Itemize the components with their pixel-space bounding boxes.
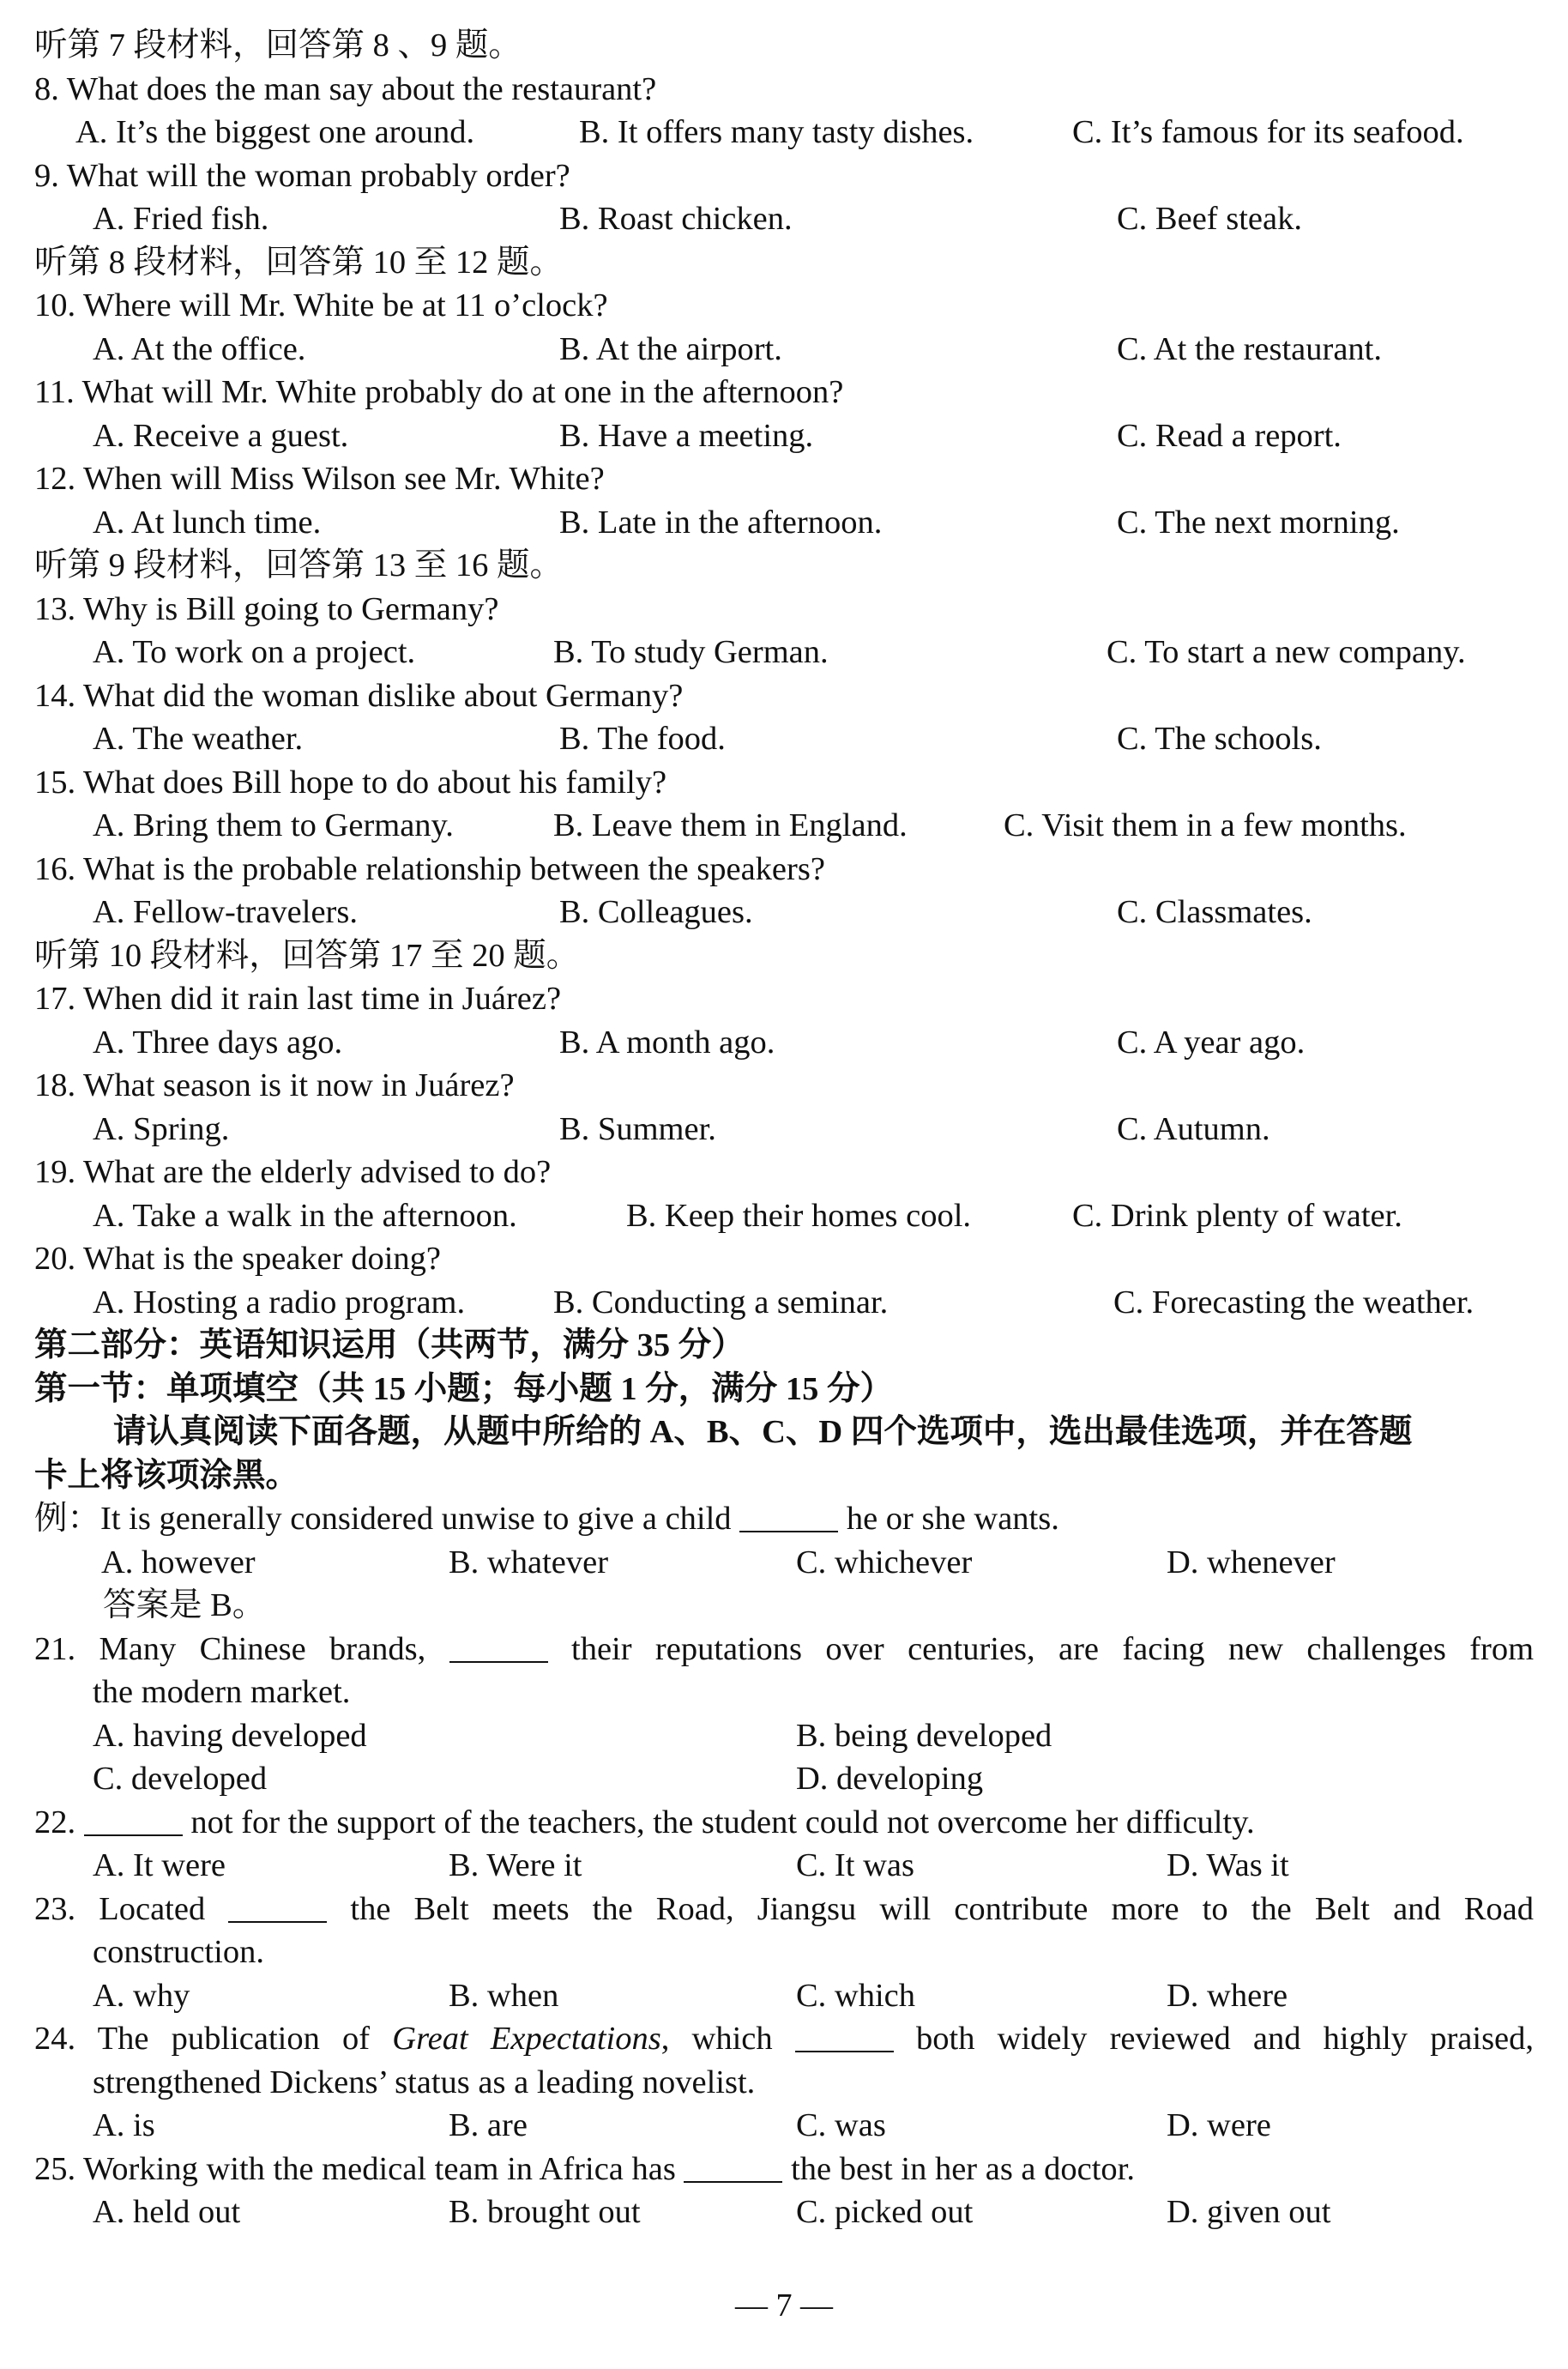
q18-option-c: C. Autumn. xyxy=(1117,1110,1270,1147)
q17-option-a: A. Three days ago. xyxy=(93,1024,343,1061)
question-18: 18. What season is it now in Juárez? xyxy=(34,1067,515,1103)
page-number: — 7 — xyxy=(735,2287,833,2324)
question-19: 19. What are the elderly advised to do? xyxy=(34,1154,552,1190)
question-23-options xyxy=(34,1974,1534,2018)
q20-option-b: B. Conducting a seminar. xyxy=(553,1284,889,1320)
instructions-line-1: 请认真阅读下面各题，从题中所给的 A、B、C、D 四个选项中，选出最佳选项，并在答题 xyxy=(113,1414,1413,1450)
q12-option-c: C. The next morning. xyxy=(1117,504,1400,541)
section-header-10: 听第 10 段材料，回答第 17 至 20 题。 xyxy=(34,937,580,974)
example-text-start: 例：It is generally considered unwise to give a child xyxy=(34,1501,732,1537)
q21-option-b: B. being developed xyxy=(796,1717,1052,1754)
example-option-d: D. whenever xyxy=(1167,1544,1336,1580)
question-9-options xyxy=(34,197,1534,241)
instructions-line-2: 卡上将该项涂黑。 xyxy=(34,1457,299,1494)
q8-option-c: C. It’s famous for its seafood. xyxy=(1072,114,1464,150)
q22-option-b: B. Were it xyxy=(449,1847,582,1883)
q16-option-a: A. Fellow-travelers. xyxy=(93,894,358,930)
q19-option-b: B. Keep their homes cool. xyxy=(626,1197,972,1234)
question-14-options xyxy=(34,717,1534,761)
q22-option-d: D. Was it xyxy=(1167,1847,1289,1883)
question-16: 16. What is the probable relationship between the speakers? xyxy=(34,850,825,887)
q23-option-a: A. why xyxy=(93,1977,190,2014)
question-22 xyxy=(34,1801,1534,1845)
example-options xyxy=(34,1541,1534,1585)
q11-option-a: A. Receive a guest. xyxy=(93,417,349,454)
question-25-options xyxy=(34,2191,1534,2234)
q13-option-b: B. To study German. xyxy=(553,634,829,670)
question-15-options xyxy=(34,804,1534,848)
q24-book-title: Great Expectations xyxy=(392,2021,661,2057)
q20-option-a: A. Hosting a radio program. xyxy=(93,1284,466,1320)
question-22-options xyxy=(34,1844,1534,1888)
question-8-options xyxy=(34,111,1534,154)
q24-blank xyxy=(795,2022,894,2052)
q8-option-a: A. It’s the biggest one around. xyxy=(75,114,475,150)
q25-blank xyxy=(684,2152,782,2183)
question-25 xyxy=(34,2148,1534,2191)
example-blank xyxy=(739,1502,838,1532)
q8-option-b: B. It offers many tasty dishes. xyxy=(579,114,974,150)
q10-option-b: B. At the airport. xyxy=(559,330,782,367)
question-23 xyxy=(34,1888,1534,1931)
q21-blank xyxy=(449,1632,548,1663)
q13-option-c: C. To start a new company. xyxy=(1107,634,1466,670)
question-11: 11. What will Mr. White probably do at one in the afternoon? xyxy=(34,374,844,410)
question-13: 13. Why is Bill going to Germany? xyxy=(34,590,499,627)
q12-option-a: A. At lunch time. xyxy=(93,504,322,541)
example-question xyxy=(34,1497,1534,1541)
q21-text-end: their reputations over centuries, are facing new challenges from xyxy=(571,1630,1535,1667)
section-header-7: 听第 7 段材料，回答第 8 、9 题。 xyxy=(34,27,522,63)
q21-text-start: 21. Many Chinese brands, xyxy=(34,1630,426,1667)
question-17-options xyxy=(34,1021,1534,1065)
q24-option-c: C. was xyxy=(796,2107,886,2143)
q25-text-end: the best in her as a doctor. xyxy=(791,2150,1136,2187)
q21-option-c: C. developed xyxy=(93,1761,268,1797)
q19-option-a: A. Take a walk in the afternoon. xyxy=(93,1197,517,1234)
q22-text: not for the support of the teachers, the student could not overcome her difficulty. xyxy=(190,1804,1255,1840)
q13-option-a: A. To work on a project. xyxy=(93,634,416,670)
q14-option-a: A. The weather. xyxy=(93,721,304,757)
question-9: 9. What will the woman probably order? xyxy=(34,157,570,194)
q25-text-start: 25. Working with the medical team in Africa has xyxy=(34,2150,676,2187)
q18-option-b: B. Summer. xyxy=(559,1110,716,1147)
question-21-options-row-2 xyxy=(34,1757,1534,1801)
q20-option-c: C. Forecasting the weather. xyxy=(1113,1284,1475,1320)
question-21-line-2: the modern market. xyxy=(93,1674,351,1710)
q19-option-c: C. Drink plenty of water. xyxy=(1072,1197,1402,1234)
example-answer: 答案是 B。 xyxy=(103,1587,266,1623)
q11-option-b: B. Have a meeting. xyxy=(559,417,814,454)
q23-text-start: 23. Located xyxy=(34,1890,206,1927)
q9-option-c: C. Beef steak. xyxy=(1117,201,1302,237)
q23-option-d: D. where xyxy=(1167,1977,1288,2014)
section-header-9: 听第 9 段材料，回答第 13 至 16 题。 xyxy=(34,547,564,583)
q10-option-a: A. At the office. xyxy=(93,330,306,367)
q16-option-c: C. Classmates. xyxy=(1117,894,1312,930)
q9-option-a: A. Fried fish. xyxy=(93,201,269,237)
q22-option-a: A. It were xyxy=(93,1847,226,1883)
section-header-8: 听第 8 段材料，回答第 10 至 12 题。 xyxy=(34,244,564,281)
question-10: 10. Where will Mr. White be at 11 o’clock? xyxy=(34,287,608,323)
question-21 xyxy=(34,1628,1534,1671)
q25-option-c: C. picked out xyxy=(796,2194,974,2230)
question-12: 12. When will Miss Wilson see Mr. White? xyxy=(34,461,605,497)
q25-option-a: A. held out xyxy=(93,2194,241,2230)
q22-blank xyxy=(84,1805,183,1836)
q15-option-a: A. Bring them to Germany. xyxy=(93,807,454,843)
q24-lead: 24. The publication of xyxy=(34,2021,371,2057)
q10-option-c: C. At the restaurant. xyxy=(1117,330,1382,367)
question-20-options xyxy=(34,1281,1534,1325)
question-11-options xyxy=(34,414,1534,458)
q23-option-b: B. when xyxy=(449,1977,559,2014)
q23-blank xyxy=(228,1892,327,1923)
q15-option-c: C. Visit them in a few months. xyxy=(1004,807,1407,843)
q25-option-b: B. brought out xyxy=(449,2194,641,2230)
question-8: 8. What does the man say about the restaurant? xyxy=(34,70,657,107)
part-2-heading: 第二部分：英语知识运用（共两节，满分 35 分） xyxy=(34,1327,745,1363)
q22-number: 22. xyxy=(34,1804,76,1840)
q14-option-c: C. The schools. xyxy=(1117,721,1322,757)
q11-option-c: C. Read a report. xyxy=(1117,417,1342,454)
question-24-line-2: strengthened Dickens’ status as a leading novelist. xyxy=(93,2064,756,2100)
q16-option-b: B. Colleagues. xyxy=(559,894,753,930)
example-option-c: C. whichever xyxy=(796,1544,973,1580)
exam-page xyxy=(34,24,1534,2234)
section-1-heading: 第一节：单项填空（共 15 小题；每小题 1 分，满分 15 分） xyxy=(34,1370,894,1407)
q17-option-c: C. A year ago. xyxy=(1117,1024,1306,1061)
question-15: 15. What does Bill hope to do about his family? xyxy=(34,764,667,801)
q24-which: , which xyxy=(660,2021,773,2057)
question-18-options xyxy=(34,1108,1534,1151)
q21-option-a: A. having developed xyxy=(93,1717,367,1754)
question-23-line-2: construction. xyxy=(93,1934,264,1970)
question-20: 20. What is the speaker doing? xyxy=(34,1241,441,1277)
q24-text-start xyxy=(34,2021,773,2057)
q22-option-c: C. It was xyxy=(796,1847,914,1883)
question-12-options xyxy=(34,501,1534,545)
q24-option-b: B. are xyxy=(449,2107,528,2143)
q23-text-end: the Belt meets the Road, Jiangsu will contribute more to the Belt and Road xyxy=(350,1890,1535,1927)
q9-option-b: B. Roast chicken. xyxy=(559,201,793,237)
q24-option-a: A. is xyxy=(93,2107,155,2143)
question-21-options-row-1 xyxy=(34,1714,1534,1758)
example-option-a: A. however xyxy=(101,1544,256,1580)
q25-option-d: D. given out xyxy=(1167,2194,1331,2230)
question-24 xyxy=(34,2017,1534,2061)
q17-option-b: B. A month ago. xyxy=(559,1024,775,1061)
example-text-end: he or she wants. xyxy=(846,1501,1059,1537)
question-14: 14. What did the woman dislike about Germany? xyxy=(34,677,684,714)
question-17: 17. When did it rain last time in Juárez? xyxy=(34,981,562,1017)
question-10-options xyxy=(34,328,1534,372)
question-16-options xyxy=(34,891,1534,934)
example-option-b: B. whatever xyxy=(449,1544,609,1580)
q21-option-d: D. developing xyxy=(796,1761,984,1797)
question-19-options xyxy=(34,1194,1534,1238)
q23-option-c: C. which xyxy=(796,1977,916,2014)
question-24-options xyxy=(34,2104,1534,2148)
q24-text-end: both widely reviewed and highly praised, xyxy=(916,2021,1535,2057)
q15-option-b: B. Leave them in England. xyxy=(553,807,908,843)
q24-option-d: D. were xyxy=(1167,2107,1271,2143)
q14-option-b: B. The food. xyxy=(559,721,726,757)
question-13-options xyxy=(34,631,1534,674)
q12-option-b: B. Late in the afternoon. xyxy=(559,504,883,541)
q18-option-a: A. Spring. xyxy=(93,1110,230,1147)
